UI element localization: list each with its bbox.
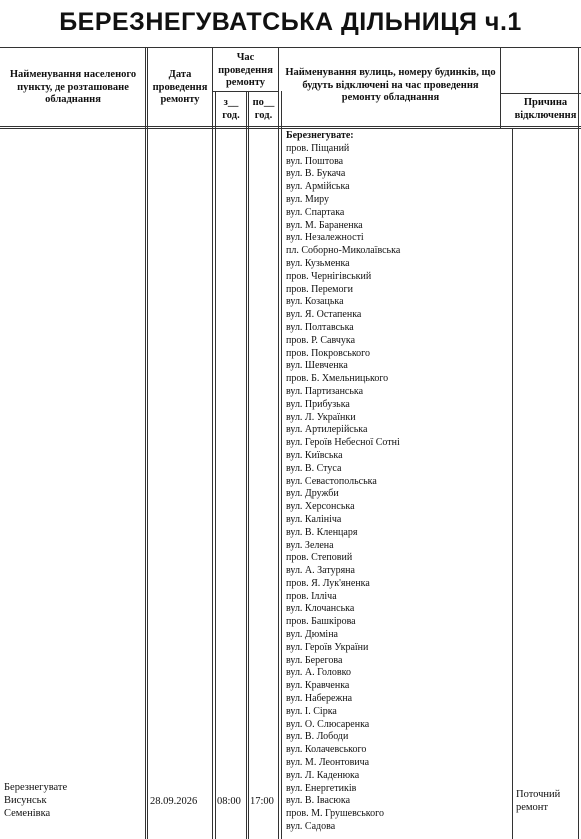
street-item: вул. Дружби [286,488,339,500]
col-divider-3 [246,91,247,839]
street-item: вул. Полтавська [286,321,354,333]
street-item: вул. Партизанська [286,385,364,397]
col-divider-5 [500,47,501,129]
street-item: вул. Херсонська [286,501,355,513]
settlement-item: Березнегувате [4,782,68,793]
street-item: вул. Енергетиків [286,782,357,794]
street-item: пров. Башкірова [286,616,356,628]
street-item: вул. Набережна [286,693,353,705]
street-list-header: Березнегувате: [286,130,354,141]
header-reason: Причина відключення [514,97,577,121]
street-item: пров. Ілліча [286,590,337,602]
col-divider-4 [278,47,279,839]
street-item: вул. Дюміна [286,629,338,641]
settlement-item: Висунськ [4,794,47,806]
street-item: вул. Армійська [286,181,350,193]
street-list [286,130,400,834]
street-item: вул. Калініча [286,513,342,525]
street-item: вул. Берегова [286,654,343,666]
street-item: пров. Чернігівський [286,270,372,282]
header-time-to: по__ год. [252,97,275,121]
street-item: вул. В. Стуса [286,462,342,474]
table-top-border [0,47,581,48]
header-bottom-border-2 [0,128,581,129]
street-item: вул. Зелена [286,539,334,551]
settlement-list [4,782,67,820]
reason-header-divider [500,93,581,94]
header-streets: Найменування вулиць, номеру будинків, що будуть відключені на час проведення ремонту обладнання [285,67,496,103]
header-settlement: Найменування населеного пункту, де розташоване обладнання [9,69,137,105]
street-item: вул. Незалежності [286,232,364,244]
street-item: вул. Миру [286,193,330,205]
street-item: пров. Покровського [286,347,371,359]
street-item: вул. І. Сірка [286,705,337,717]
street-item: вул. Шевченка [286,360,348,372]
time-to-value: 17:00 [250,796,274,807]
street-item: вул. М. Леонтовича [286,757,370,769]
street-item: вул. В. Букача [286,168,346,180]
street-item: вул. Л. Каденюка [286,769,360,781]
street-item: вул. Козацька [286,296,344,308]
street-item: вул. Садова [286,821,336,833]
street-item: пров. Перемоги [286,283,353,295]
street-item: вул. Кузьменка [286,257,350,269]
header-time-from: з__ год. [222,97,240,121]
street-item: вул. А. Затуряна [286,565,355,577]
time-subheader-divider [212,91,278,92]
col-divider-1 [145,47,146,839]
header-date: Дата проведення ремонту [152,69,208,105]
street-item: пров. Р. Савчука [286,334,356,346]
street-item: вул. Клочанська [286,603,355,615]
col-divider-5b [512,129,513,839]
settlement-item: Семенівка [4,807,51,819]
street-item: вул. Л. Українки [286,411,356,423]
page-title: БЕРЕЗНЕГУВАТСЬКА ДІЛЬНИЦЯ ч.1 [59,8,522,36]
street-item: вул. В. Івасюка [286,795,351,807]
street-item: вул. А. Головко [286,667,351,679]
repair-date: 28.09.2026 [150,796,198,807]
street-item: вул. Севастопольська [286,475,377,487]
header-time: Час проведення ремонту [218,52,273,88]
street-item: пров. Піщаний [286,142,350,154]
street-item: вул. Колачевського [286,744,367,756]
street-item: вул. В. Кленцаря [286,526,358,538]
col-divider-2 [212,47,213,839]
street-item: пров. Б. Хмельницького [286,373,389,385]
street-item: вул. Я. Остапенка [286,309,362,321]
col-divider-3b [248,91,249,839]
street-item: вул. Поштова [286,155,344,167]
time-from-value: 08:00 [217,796,241,807]
street-item: пров. Я. Лук'яненка [286,577,370,589]
outage-reason: Поточний ремонт [516,789,561,813]
col-divider-4b [281,91,282,839]
col-divider-1b [147,47,148,839]
street-item: вул. Прибузька [286,398,350,410]
street-item: вул. Артилерійська [286,424,368,436]
street-item: вул. Героїв Небесної Сотні [286,437,400,449]
street-item: вул. В. Лободи [286,731,349,743]
street-item: пл. Соборно-Миколаївська [286,245,401,257]
col-divider-2b [215,91,216,839]
street-item: пров. Степовий [286,552,353,564]
street-item: вул. М. Бараненка [286,219,363,231]
street-item: вул. Спартака [286,206,345,218]
street-item: вул. Кравченка [286,680,350,692]
header-bottom-border [0,126,581,127]
table-right-border [578,47,579,839]
street-item: вул. Київська [286,449,343,461]
street-item: пров. М. Грушевського [286,808,384,820]
street-item: вул. Героїв України [286,641,369,653]
street-item: вул. О. Слюсаренка [286,718,370,730]
